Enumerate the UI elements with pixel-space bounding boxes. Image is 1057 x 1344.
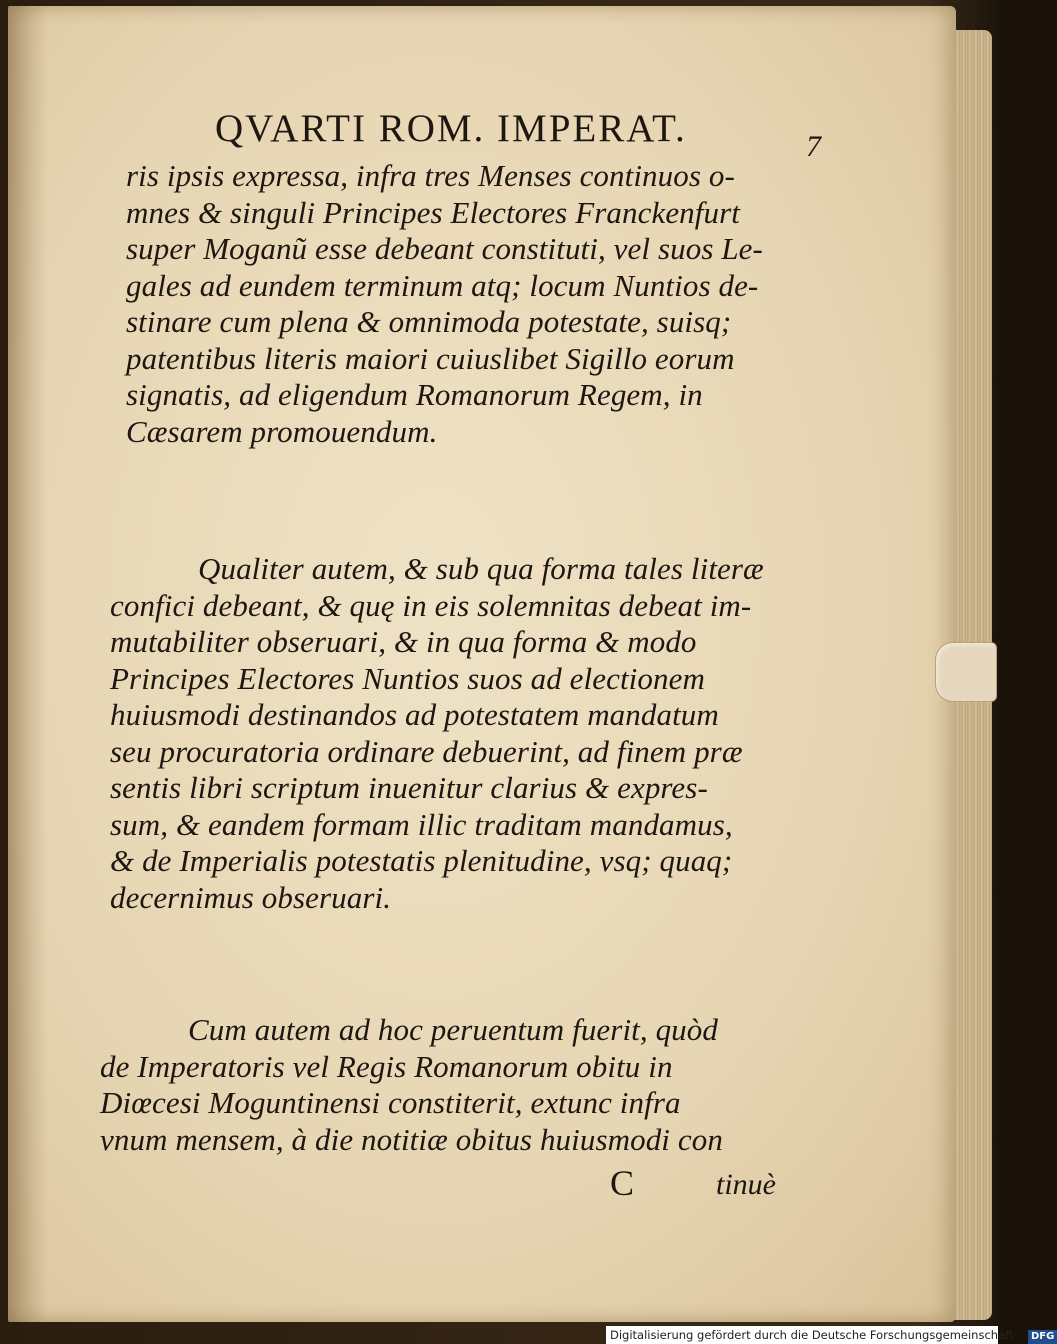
text-line: sentis libri scriptum inuenitur clarius & expres- (110, 770, 708, 805)
paragraph-2 (110, 551, 825, 916)
text-line: stinare cum plena & omnimoda potestate, suisq; (126, 304, 732, 339)
text-line: decernimus obseruari. (110, 879, 392, 915)
running-title: QVARTI ROM. IMPERAT. (215, 107, 687, 150)
text-line: mutabiliter obseruari, & in qua forma & modo (110, 624, 697, 659)
digitization-footer (606, 1326, 1055, 1344)
dfg-logo-icon: DFG (1028, 1330, 1057, 1344)
footer-text: Digitalisierung gefördert durch die Deutsche Forschungsgemeinschaft - (610, 1328, 1022, 1342)
page-gutter-shadow (8, 6, 48, 1322)
text-line: signatis, ad eligendum Romanorum Regem, in (126, 377, 703, 412)
text-line: mnes & singuli Principes Electores Franckenfurt (126, 194, 740, 230)
text-line: vnum mensem, à die notitiæ obitus huiusmodi con (100, 1121, 723, 1157)
text-line: super Moganũ esse debeant constituti, vel suos Le- (126, 231, 763, 266)
text-line: Cæsarem promouendum. (126, 413, 438, 449)
paragraph-3 (100, 1012, 830, 1158)
text-line: Qualiter autem, & sub qua forma tales literæ (198, 551, 764, 586)
text-line: patentibus literis maiori cuiuslibet Sigillo eorum (126, 340, 735, 376)
text-line: de Imperatoris vel Regis Romanorum obitu in (100, 1048, 673, 1084)
text-line: & de Imperialis potestatis plenitudine, vsq; quaq; (110, 843, 733, 878)
page-tab-marker (935, 642, 997, 702)
text-line: confici debeant, & quę in eis solemnitas debeat im- (110, 587, 752, 623)
text-line: gales ad eundem terminum atq; locum Nuntios de- (126, 267, 759, 303)
signature-mark: C (610, 1163, 635, 1203)
text-line: Diœcesi Moguntinensi constiterit, extunc infra (100, 1085, 681, 1120)
paragraph-1 (126, 158, 831, 450)
text-line: seu procuratoria ordinare debuerint, ad finem præ (110, 733, 743, 769)
text-line: Principes Electores Nuntios suos ad electionem (110, 660, 705, 696)
text-line: ris ipsis expressa, infra tres Menses continuos o- (126, 158, 735, 193)
text-line: huiusmodi destinandos ad potestatem mandatum (110, 697, 719, 732)
text-line: sum, & eandem formam illic traditam mandamus, (110, 806, 733, 842)
page-number: 7 (806, 130, 821, 163)
text-line: Cum autem ad hoc peruentum fuerit, quòd (188, 1012, 718, 1047)
catchword: tinuè (716, 1168, 776, 1201)
